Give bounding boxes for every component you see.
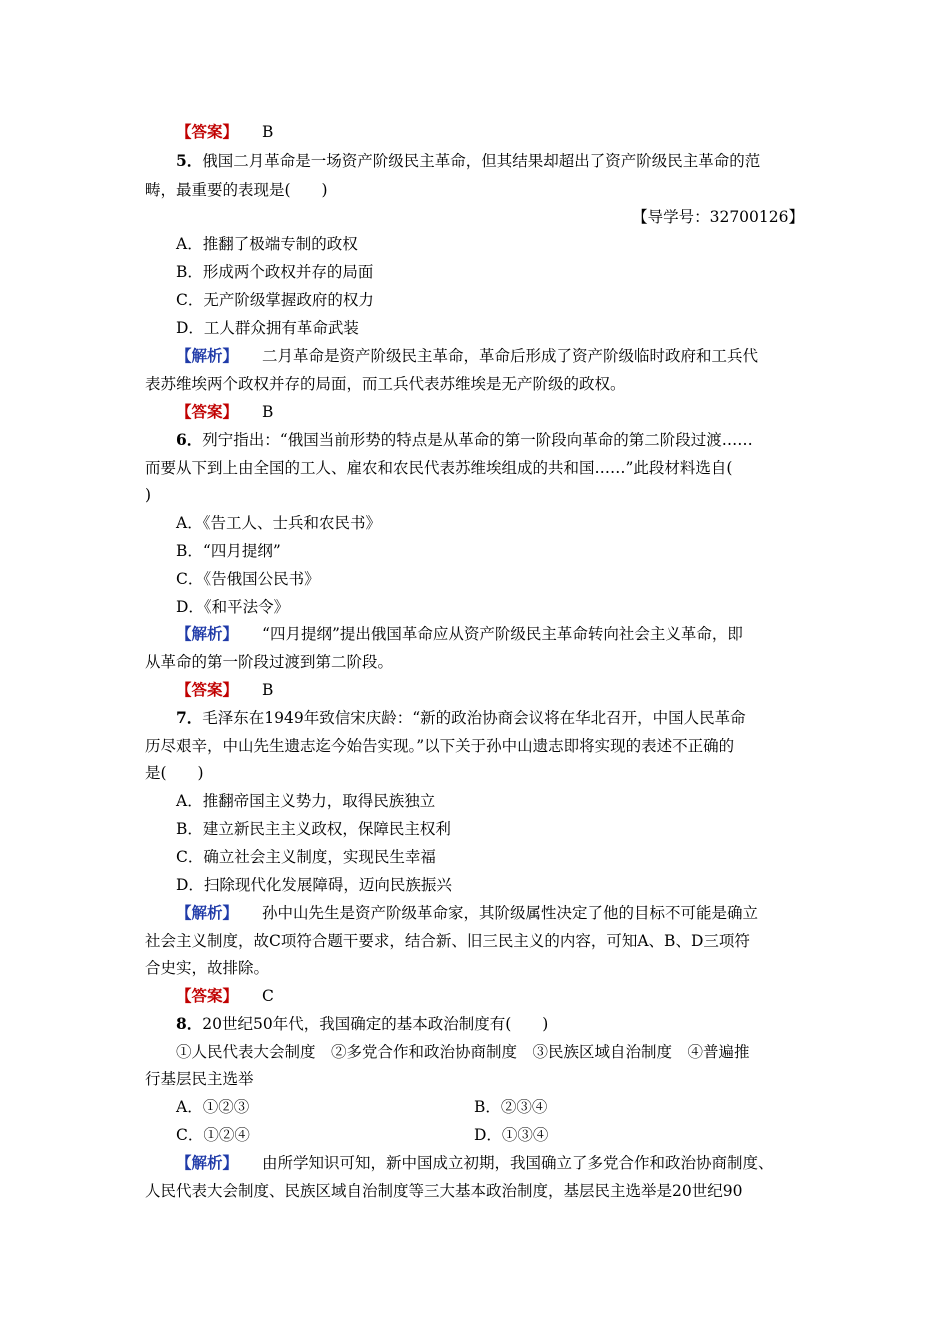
analysis-label: 【解析】 [176, 1153, 239, 1172]
q7-option-b: B．建立新民主主义政权，保障民主权利 [176, 820, 451, 838]
q5-stem-line1 [176, 151, 760, 171]
q8-option-c: C．①②④ [176, 1126, 250, 1144]
q7-stem-line1 [176, 708, 746, 728]
q5-guide-number: 【导学号：32700126】 [632, 208, 804, 226]
q5-option-a: A．推翻了极端专制的政权 [176, 235, 358, 253]
q7-analysis-line1 [176, 903, 758, 923]
q7-analysis-line3: 合史实，故排除。 [145, 959, 270, 977]
q8-stem-text1: 20世纪50年代，我国确定的基本政治制度有( ) [202, 1015, 549, 1033]
q8-analysis-line1 [176, 1153, 774, 1173]
q8-items-line1: ①人民代表大会制度 ②多党合作和政治协商制度 ③民族区域自治制度 ④普遍推 [176, 1043, 750, 1061]
q6-analysis-line1 [176, 624, 743, 644]
q6-answer-line [176, 680, 273, 700]
q5-stem-line2: 畴，最重要的表现是( ) [145, 181, 328, 199]
q4-answer-value: B [262, 123, 274, 141]
analysis-label: 【解析】 [176, 346, 239, 365]
q5-answer-line [176, 402, 273, 422]
q7-analysis-text1: 孙中山先生是资产阶级革命家，其阶级属性决定了他的目标不可能是确立 [262, 904, 759, 922]
q5-option-c: C．无产阶级掌握政府的权力 [176, 291, 374, 309]
answer-label: 【答案】 [176, 122, 239, 141]
q7-analysis-line2: 社会主义制度，故C项符合题干要求，结合新、旧三民主义的内容，可知A、B、D三项符 [145, 932, 750, 950]
q6-option-a: A．《告工人、士兵和农民书》 [176, 514, 381, 532]
q5-analysis-text1: 二月革命是资产阶级民主革命，革命后形成了资产阶级临时政府和工兵代 [262, 347, 759, 365]
q5-answer-value: B [262, 403, 274, 421]
q8-option-b: B．②③④ [474, 1098, 548, 1116]
q6-stem-text1: 列宁指出：“俄国当前形势的特点是从革命的第一阶段向革命的第二阶段过渡…… [202, 431, 753, 449]
q6-stem-line1 [176, 430, 753, 450]
q6-stem-line2: 而要从下到上由全国的工人、雇农和农民代表苏维埃组成的共和国……”此段材料选自( [145, 459, 733, 477]
q5-analysis-line1 [176, 346, 758, 366]
q7-option-c: C．确立社会主义制度，实现民生幸福 [176, 848, 436, 866]
q8-number: 8． [176, 1014, 203, 1033]
q6-stem-line3: ) [145, 486, 152, 504]
q5-number: 5． [176, 151, 203, 170]
analysis-label: 【解析】 [176, 624, 239, 643]
q6-option-b: B．“四月提纲” [176, 542, 281, 560]
q8-items-line2: 行基层民主选举 [145, 1070, 254, 1088]
answer-label: 【答案】 [176, 402, 239, 421]
q5-option-d: D．工人群众拥有革命武装 [176, 319, 359, 337]
q7-option-a: A．推翻帝国主义势力，取得民族独立 [176, 792, 436, 810]
q7-stem-line2: 历尽艰辛，中山先生遗志迄今始告实现。”以下关于孙中山遗志即将实现的表述不正确的 [145, 737, 735, 755]
q6-number: 6． [176, 430, 203, 449]
analysis-label: 【解析】 [176, 903, 239, 922]
q5-stem-text1: 俄国二月革命是一场资产阶级民主革命，但其结果却超出了资产阶级民主革命的范 [202, 152, 761, 170]
answer-label: 【答案】 [176, 986, 239, 1005]
q5-analysis-line2: 表苏维埃两个政权并存的局面，而工兵代表苏维埃是无产阶级的政权。 [145, 375, 626, 393]
q6-option-d: D．《和平法令》 [176, 598, 290, 616]
q7-option-d: D．扫除现代化发展障碍，迈向民族振兴 [176, 876, 452, 894]
q6-analysis-text1: “四月提纲”提出俄国革命应从资产阶级民主革命转向社会主义革命，即 [262, 625, 743, 643]
q8-option-d: D．①③④ [474, 1126, 549, 1144]
q6-analysis-line2: 从革命的第一阶段过渡到第二阶段。 [145, 653, 394, 671]
q7-stem-text1: 毛泽东在1949年致信宋庆龄：“新的政治协商会议将在华北召开，中国人民革命 [202, 709, 746, 727]
q8-option-a: A．①②③ [176, 1098, 250, 1116]
q8-analysis-text1: 由所学知识可知，新中国成立初期，我国确立了多党合作和政治协商制度、 [262, 1154, 774, 1172]
q7-stem-line3: 是( ) [145, 764, 204, 782]
answer-label: 【答案】 [176, 680, 239, 699]
q7-answer-line [176, 986, 274, 1006]
q7-answer-value: C [262, 987, 274, 1005]
q4-answer-line [176, 122, 273, 142]
q6-option-c: C．《告俄国公民书》 [176, 570, 320, 588]
q7-number: 7． [176, 708, 203, 727]
q5-option-b: B．形成两个政权并存的局面 [176, 263, 374, 281]
q8-stem-line1 [176, 1014, 548, 1034]
q8-analysis-line2: 人民代表大会制度、民族区域自治制度等三大基本政治制度，基层民主选举是20世纪90 [145, 1182, 743, 1200]
q6-answer-value: B [262, 681, 274, 699]
